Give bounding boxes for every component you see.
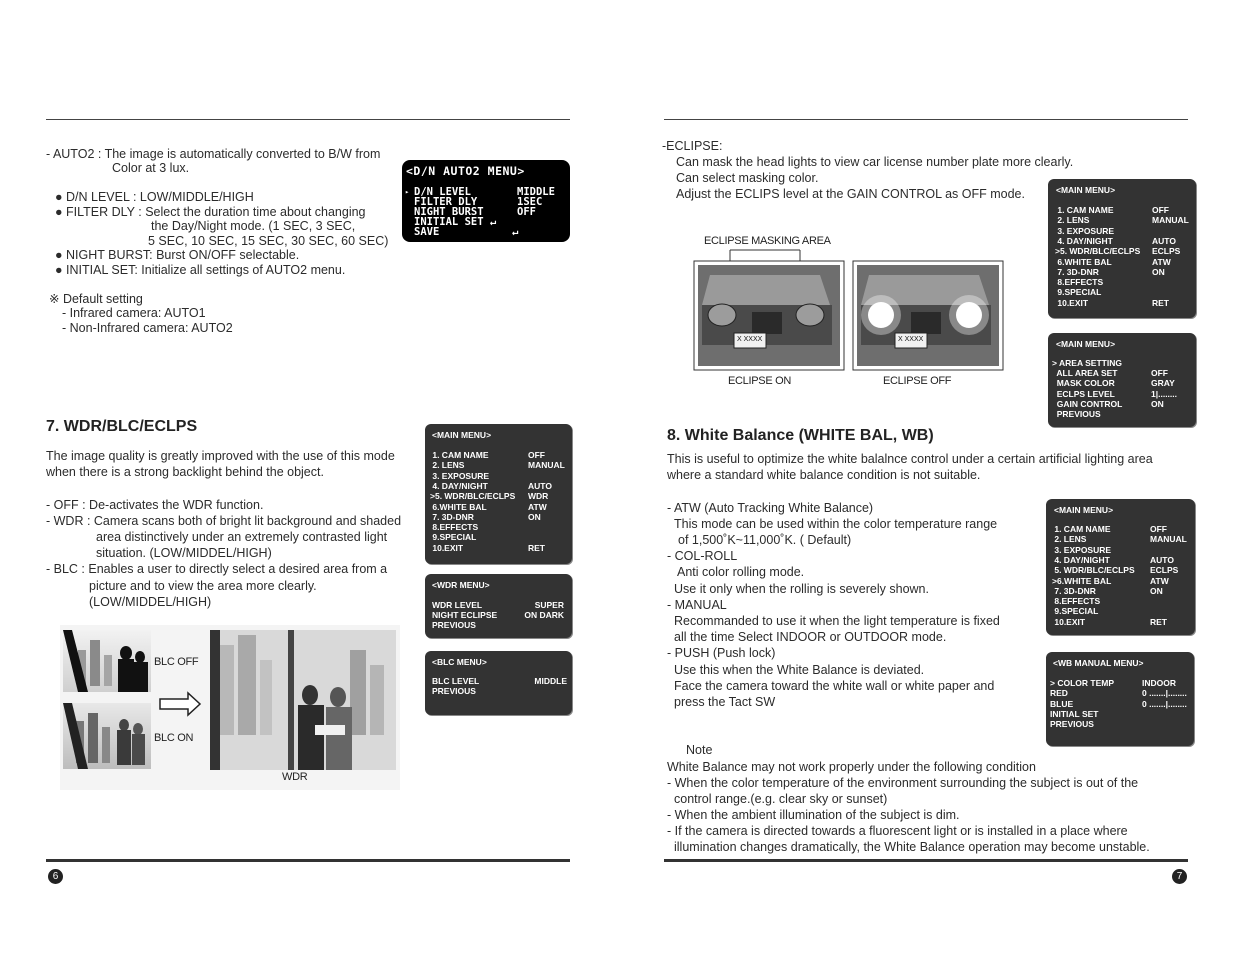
- menu-row-value: ON: [1150, 585, 1163, 596]
- menu-row-label: WDR LEVEL: [432, 600, 483, 610]
- menu-row-label: ECLPS LEVEL: [1052, 388, 1115, 399]
- menu-row: [1048, 277, 1196, 287]
- menu-row-label: PREVIOUS: [432, 686, 476, 696]
- menu-row: [425, 512, 572, 522]
- menu-row-value: ATW: [1152, 256, 1171, 267]
- wb-line-10: Use this when the White Balance is deviated.: [674, 663, 925, 677]
- wdr-label: WDR: [282, 771, 308, 783]
- menu-row-label: 3. EXPOSURE: [1052, 544, 1112, 555]
- menu-row: [1046, 606, 1195, 616]
- wb-line-9: - PUSH (Push lock): [667, 646, 776, 660]
- license-plate-on: X XXXX: [737, 336, 763, 343]
- section-7-title: 7. WDR/BLC/ECLPS: [46, 418, 198, 435]
- menu-title: <WDR MENU>: [432, 580, 490, 590]
- wb-line-0: - ATW (Auto Tracking White Balance): [667, 501, 874, 515]
- wb-intro-line-0: This is useful to optimize the white balalnce control under a certain artificial lighting area: [667, 452, 1153, 466]
- menu-row-label: 4. DAY/NIGHT: [1052, 554, 1110, 565]
- menu-row-value: ON DARK: [524, 610, 564, 620]
- menu-row: [425, 450, 572, 460]
- menu-row-value: OFF: [1150, 524, 1167, 534]
- menu-row: [425, 620, 572, 630]
- menu-row-label: 3. EXPOSURE: [1055, 225, 1115, 236]
- menu-title: <WB MANUAL MENU>: [1053, 658, 1144, 668]
- dn-row-label: INITIAL SET ↵: [414, 216, 497, 228]
- note-line-1: - When the color temperature of the environment surrounding the subject is out of the: [667, 776, 1139, 790]
- menu-row: [1046, 709, 1194, 719]
- wdr-menu: [425, 574, 572, 638]
- eclipse-photo-illustration: [690, 230, 1005, 390]
- wb-manual-menu: [1046, 652, 1194, 746]
- menu-row-label: 2. LENS: [1052, 534, 1087, 545]
- menu-row-value: ECLPS: [1152, 246, 1181, 257]
- auto2-line-10: - Non-Infrared camera: AUTO2: [62, 321, 233, 335]
- menu-row-label: 4. DAY/NIGHT: [430, 480, 488, 491]
- menu-row: [425, 471, 572, 481]
- left-bottom-rule: [46, 859, 570, 862]
- dn-auto2-menu: [402, 160, 570, 242]
- main-menu-wdr: [425, 424, 572, 564]
- wb-line-4: Anti color rolling mode.: [677, 565, 805, 579]
- main-menu-eclps: [1048, 179, 1196, 318]
- menu-row-value: AUTO: [1150, 554, 1174, 565]
- menu-row-label: 10.EXIT: [1055, 297, 1089, 308]
- menu-title: <BLC MENU>: [432, 657, 487, 667]
- wb-line-1: This mode can be used within the color temperature range: [674, 517, 998, 531]
- page-number-6: 6: [48, 869, 63, 884]
- menu-row: [425, 460, 572, 470]
- menu-row: [1048, 378, 1196, 388]
- menu-row: [1046, 534, 1195, 544]
- menu-row-value: GRAY: [1151, 378, 1175, 389]
- menu-row: [1046, 617, 1195, 627]
- menu-row-value: MANUAL: [1150, 534, 1187, 545]
- menu-row-label: 4. DAY/NIGHT: [1055, 235, 1113, 246]
- menu-row-label: 9.SPECIAL: [1055, 287, 1102, 298]
- blc-menu: [425, 651, 572, 715]
- menu-row-label: BLUE: [1050, 698, 1074, 709]
- wb-line-5: Use it only when the rolling is severely shown.: [674, 582, 929, 596]
- menu-row-label: 8.EFFECTS: [430, 522, 479, 533]
- default-setting-heading: ※ Default setting: [49, 292, 143, 306]
- menu-row-label: > COLOR TEMP: [1050, 678, 1114, 688]
- menu-row: [1048, 409, 1196, 419]
- menu-row-label: 8.EFFECTS: [1055, 277, 1104, 288]
- eclipse-line-0: -ECLIPSE:: [662, 139, 723, 153]
- dn-row-value: MIDDLE: [517, 186, 555, 198]
- menu-row-value: RET: [1150, 616, 1167, 627]
- note-line-4: - If the camera is directed towards a fluorescent light or is installed in a place where: [667, 824, 1128, 838]
- menu-row: [1046, 596, 1195, 606]
- menu-row: [425, 502, 572, 512]
- menu-row-value: AUTO: [1152, 235, 1176, 246]
- menu-row: [1048, 215, 1196, 225]
- auto2-line-1: Color at 3 lux.: [112, 161, 190, 175]
- wdr-line-5: situation. (LOW/MIDDEL/HIGH): [96, 546, 272, 560]
- menu-row-value: MANUAL: [1152, 215, 1189, 226]
- page-number-7: 7: [1172, 869, 1187, 884]
- menu-row: [1046, 565, 1195, 575]
- menu-title: <MAIN MENU>: [1054, 505, 1114, 515]
- menu-row-label: 1. CAM NAME: [1052, 524, 1111, 534]
- menu-row-value: ON: [528, 511, 541, 522]
- menu-row: [1048, 246, 1196, 256]
- wdr-line-3: - WDR : Camera scans both of bright lit background and shaded: [46, 514, 402, 528]
- menu-row-label: 6.WHITE BAL: [1055, 256, 1112, 267]
- menu-row: [1046, 586, 1195, 596]
- eclipse-masking-area-label: ECLIPSE MASKING AREA: [704, 235, 831, 247]
- auto2-line-3: ● FILTER DLY : Select the duration time about changing: [55, 205, 366, 219]
- left-top-rule: [46, 119, 570, 120]
- menu-row-label: 2. LENS: [430, 460, 465, 471]
- menu-row: [425, 686, 572, 696]
- menu-row-label: 1. CAM NAME: [430, 450, 489, 460]
- area-setting-menu: [1048, 333, 1196, 427]
- note-line-0: White Balance may not work properly under the following condition: [667, 760, 1036, 774]
- note-line-3: - When the ambient illumination of the subject is dim.: [667, 808, 960, 822]
- menu-row: [1046, 524, 1195, 534]
- eclipse-line-3: Adjust the ECLIPS level at the GAIN CONTROL as OFF mode.: [676, 187, 1025, 201]
- menu-title: <MAIN MENU>: [432, 430, 492, 440]
- menu-row: [425, 600, 572, 610]
- menu-row: [425, 532, 572, 542]
- menu-row-label: 9.SPECIAL: [430, 532, 477, 543]
- menu-row-value: WDR: [528, 491, 549, 502]
- menu-row: [1048, 257, 1196, 267]
- wb-line-11: Face the camera toward the white wall or white paper and: [674, 679, 995, 693]
- wb-line-2: of 1,500˚K~11,000˚K. ( Default): [678, 533, 852, 547]
- menu-row: [425, 610, 572, 620]
- menu-row-value: 1|........: [1151, 388, 1177, 399]
- menu-row: [425, 676, 572, 686]
- menu-row: [1048, 399, 1196, 409]
- menu-row-value: MIDDLE: [534, 676, 567, 686]
- menu-row-label: >5. WDR/BLC/ECLPS: [1055, 246, 1141, 257]
- enter-icon: ↵: [512, 226, 519, 238]
- wdr-line-8: (LOW/MIDDEL/HIGH): [89, 595, 212, 609]
- eclipse-photo-graphic: [690, 230, 1005, 390]
- eclipse-off-label: ECLIPSE OFF: [883, 375, 952, 387]
- wdr-line-7: picture and to view the area more clearly.: [89, 579, 317, 593]
- wdr-blc-photo-illustration: [60, 625, 400, 790]
- menu-row-label: 6.WHITE BAL: [430, 501, 487, 512]
- menu-row-label: GAIN CONTROL: [1052, 398, 1123, 409]
- right-top-rule: [664, 119, 1188, 120]
- main-menu-wb: [1046, 499, 1195, 635]
- menu-row-label: >6.WHITE BAL: [1052, 575, 1112, 586]
- auto2-line-7: ● INITIAL SET: Initialize all settings of AUTO2 menu.: [55, 263, 346, 277]
- menu-row: [1048, 298, 1196, 308]
- menu-row: [1048, 287, 1196, 297]
- note-line-5: illumination changes dramatically, the White Balance operation may become unstable.: [674, 840, 1150, 854]
- menu-row: [425, 522, 572, 532]
- menu-row: [1048, 236, 1196, 246]
- license-plate-off: X XXXX: [898, 336, 924, 343]
- menu-row: [1046, 719, 1194, 729]
- wb-line-7: Recommanded to use it when the light temperature is fixed: [674, 614, 1000, 628]
- wdr-blc-photo-graphic: [60, 625, 400, 790]
- menu-row-value: ON: [1152, 266, 1165, 277]
- menu-row-label: 1. CAM NAME: [1055, 205, 1114, 215]
- menu-row-value: ECLPS: [1150, 565, 1179, 576]
- menu-row: [1046, 576, 1195, 586]
- menu-row: [1048, 205, 1196, 215]
- menu-row: [1048, 358, 1196, 368]
- menu-row-label: 10.EXIT: [1052, 616, 1086, 627]
- menu-row-label: 8.EFFECTS: [1052, 596, 1101, 607]
- menu-row-value: 0 .......|........: [1142, 698, 1187, 709]
- dn-menu-title: <D/N AUTO2 MENU>: [406, 164, 525, 178]
- menu-row: [1046, 678, 1194, 688]
- menu-row: [1046, 555, 1195, 565]
- dn-row-label: SAVE: [414, 226, 440, 238]
- menu-row-label: PREVIOUS: [1050, 719, 1094, 730]
- menu-row: [1048, 389, 1196, 399]
- wb-line-12: press the Tact SW: [674, 695, 776, 709]
- menu-row-value: MANUAL: [528, 460, 565, 471]
- wb-line-8: all the time Select INDOOR or OUTDOOR mode.: [674, 630, 947, 644]
- dn-row-label: FILTER DLY: [414, 196, 478, 208]
- menu-row-label: 10.EXIT: [430, 542, 464, 553]
- menu-row-label: 5. WDR/BLC/ECLPS: [1052, 565, 1135, 576]
- auto2-line-0: - AUTO2 : The image is automatically converted to B/W from: [46, 147, 381, 161]
- menu-title: <MAIN MENU>: [1056, 185, 1116, 195]
- note-title: Note: [686, 743, 713, 757]
- menu-row-label: >5. WDR/BLC/ECLPS: [430, 491, 516, 502]
- menu-row-label: INITIAL SET: [1050, 708, 1099, 719]
- wdr-line-4: area distinctively under an extremely contrasted light: [96, 530, 388, 544]
- menu-row-label: 9.SPECIAL: [1052, 606, 1099, 617]
- auto2-line-6: ● NIGHT BURST: Burst ON/OFF selectable.: [55, 248, 300, 262]
- dn-row-value: 1SEC: [517, 196, 543, 208]
- menu-row-label: PREVIOUS: [432, 620, 476, 630]
- menu-row-label: PREVIOUS: [1052, 409, 1101, 419]
- cursor-arrow-icon: ▸: [405, 188, 410, 196]
- menu-row-label: ALL AREA SET: [1052, 368, 1118, 379]
- dn-row-label: NIGHT BURST: [414, 206, 484, 218]
- note-line-2: control range.(e.g. clear sky or sunset): [674, 792, 888, 806]
- dn-row-label: D/N LEVEL: [414, 186, 471, 198]
- menu-row-value: ON: [1151, 398, 1164, 409]
- menu-row-value: OFF: [1151, 368, 1168, 379]
- menu-row-value: ATW: [528, 501, 547, 512]
- eclipse-line-2: Can select masking color.: [676, 171, 819, 185]
- right-bottom-rule: [664, 859, 1188, 862]
- menu-row: [1046, 688, 1194, 698]
- menu-row: [425, 481, 572, 491]
- menu-row-label: > AREA SETTING: [1052, 358, 1122, 368]
- menu-row-value: ATW: [1150, 575, 1169, 586]
- menu-row-label: BLC LEVEL: [432, 676, 480, 686]
- menu-row-label: 7. 3D-DNR: [430, 511, 474, 522]
- menu-row: [1046, 545, 1195, 555]
- menu-row: [425, 491, 572, 501]
- menu-row-label: MASK COLOR: [1052, 378, 1115, 389]
- menu-row-value: OFF: [528, 450, 545, 460]
- menu-row-value: OFF: [1152, 205, 1169, 215]
- auto2-line-9: - Infrared camera: AUTO1: [62, 306, 206, 320]
- menu-row-value: AUTO: [528, 480, 552, 491]
- menu-row-label: 7. 3D-DNR: [1055, 266, 1099, 277]
- menu-row: [1046, 699, 1194, 709]
- menu-row-value: INDOOR: [1142, 678, 1176, 688]
- wb-intro-line-1: where a standard white balance condition is not suitable.: [667, 468, 981, 482]
- dn-row-save: [402, 227, 570, 237]
- menu-row-label: 7. 3D-DNR: [1052, 585, 1096, 596]
- wb-line-3: - COL-ROLL: [667, 549, 738, 563]
- dn-row-value: OFF: [517, 206, 536, 218]
- wdr-line-2: - OFF : De-activates the WDR function.: [46, 498, 264, 512]
- menu-row-value: 0 .......|........: [1142, 688, 1187, 699]
- menu-row-label: RED: [1050, 688, 1068, 699]
- menu-row-value: RET: [1152, 297, 1169, 308]
- wdr-line-0: The image quality is greatly improved with the use of this mode: [46, 449, 395, 463]
- auto2-line-2: ● D/N LEVEL : LOW/MIDDLE/HIGH: [55, 190, 254, 204]
- menu-title: <MAIN MENU>: [1056, 339, 1116, 349]
- eclipse-line-1: Can mask the head lights to view car license number plate more clearly.: [676, 155, 1074, 169]
- menu-row-label: 3. EXPOSURE: [430, 470, 490, 481]
- wdr-line-6: - BLC : Enables a user to directly select a desired area from a: [46, 562, 388, 576]
- menu-row: [1048, 368, 1196, 378]
- wb-line-6: - MANUAL: [667, 598, 727, 612]
- eclipse-on-label: ECLIPSE ON: [728, 375, 792, 387]
- menu-row-label: 2. LENS: [1055, 215, 1090, 226]
- section-8-title: 8. White Balance (WHITE BAL, WB): [667, 427, 934, 444]
- auto2-line-5: 5 SEC, 10 SEC, 15 SEC, 30 SEC, 60 SEC): [148, 234, 389, 248]
- wdr-line-1: when there is a strong backlight behind the object.: [46, 465, 324, 479]
- blc-on-label: BLC ON: [154, 732, 194, 744]
- menu-row: [1048, 267, 1196, 277]
- menu-row-label: NIGHT ECLIPSE: [432, 610, 498, 620]
- auto2-line-4: the Day/Night mode. (1 SEC, 3 SEC,: [151, 219, 356, 233]
- menu-row-value: RET: [528, 542, 545, 553]
- menu-row: [425, 543, 572, 553]
- menu-row: [1048, 226, 1196, 236]
- blc-off-label: BLC OFF: [154, 656, 199, 668]
- menu-row-value: SUPER: [534, 600, 564, 610]
